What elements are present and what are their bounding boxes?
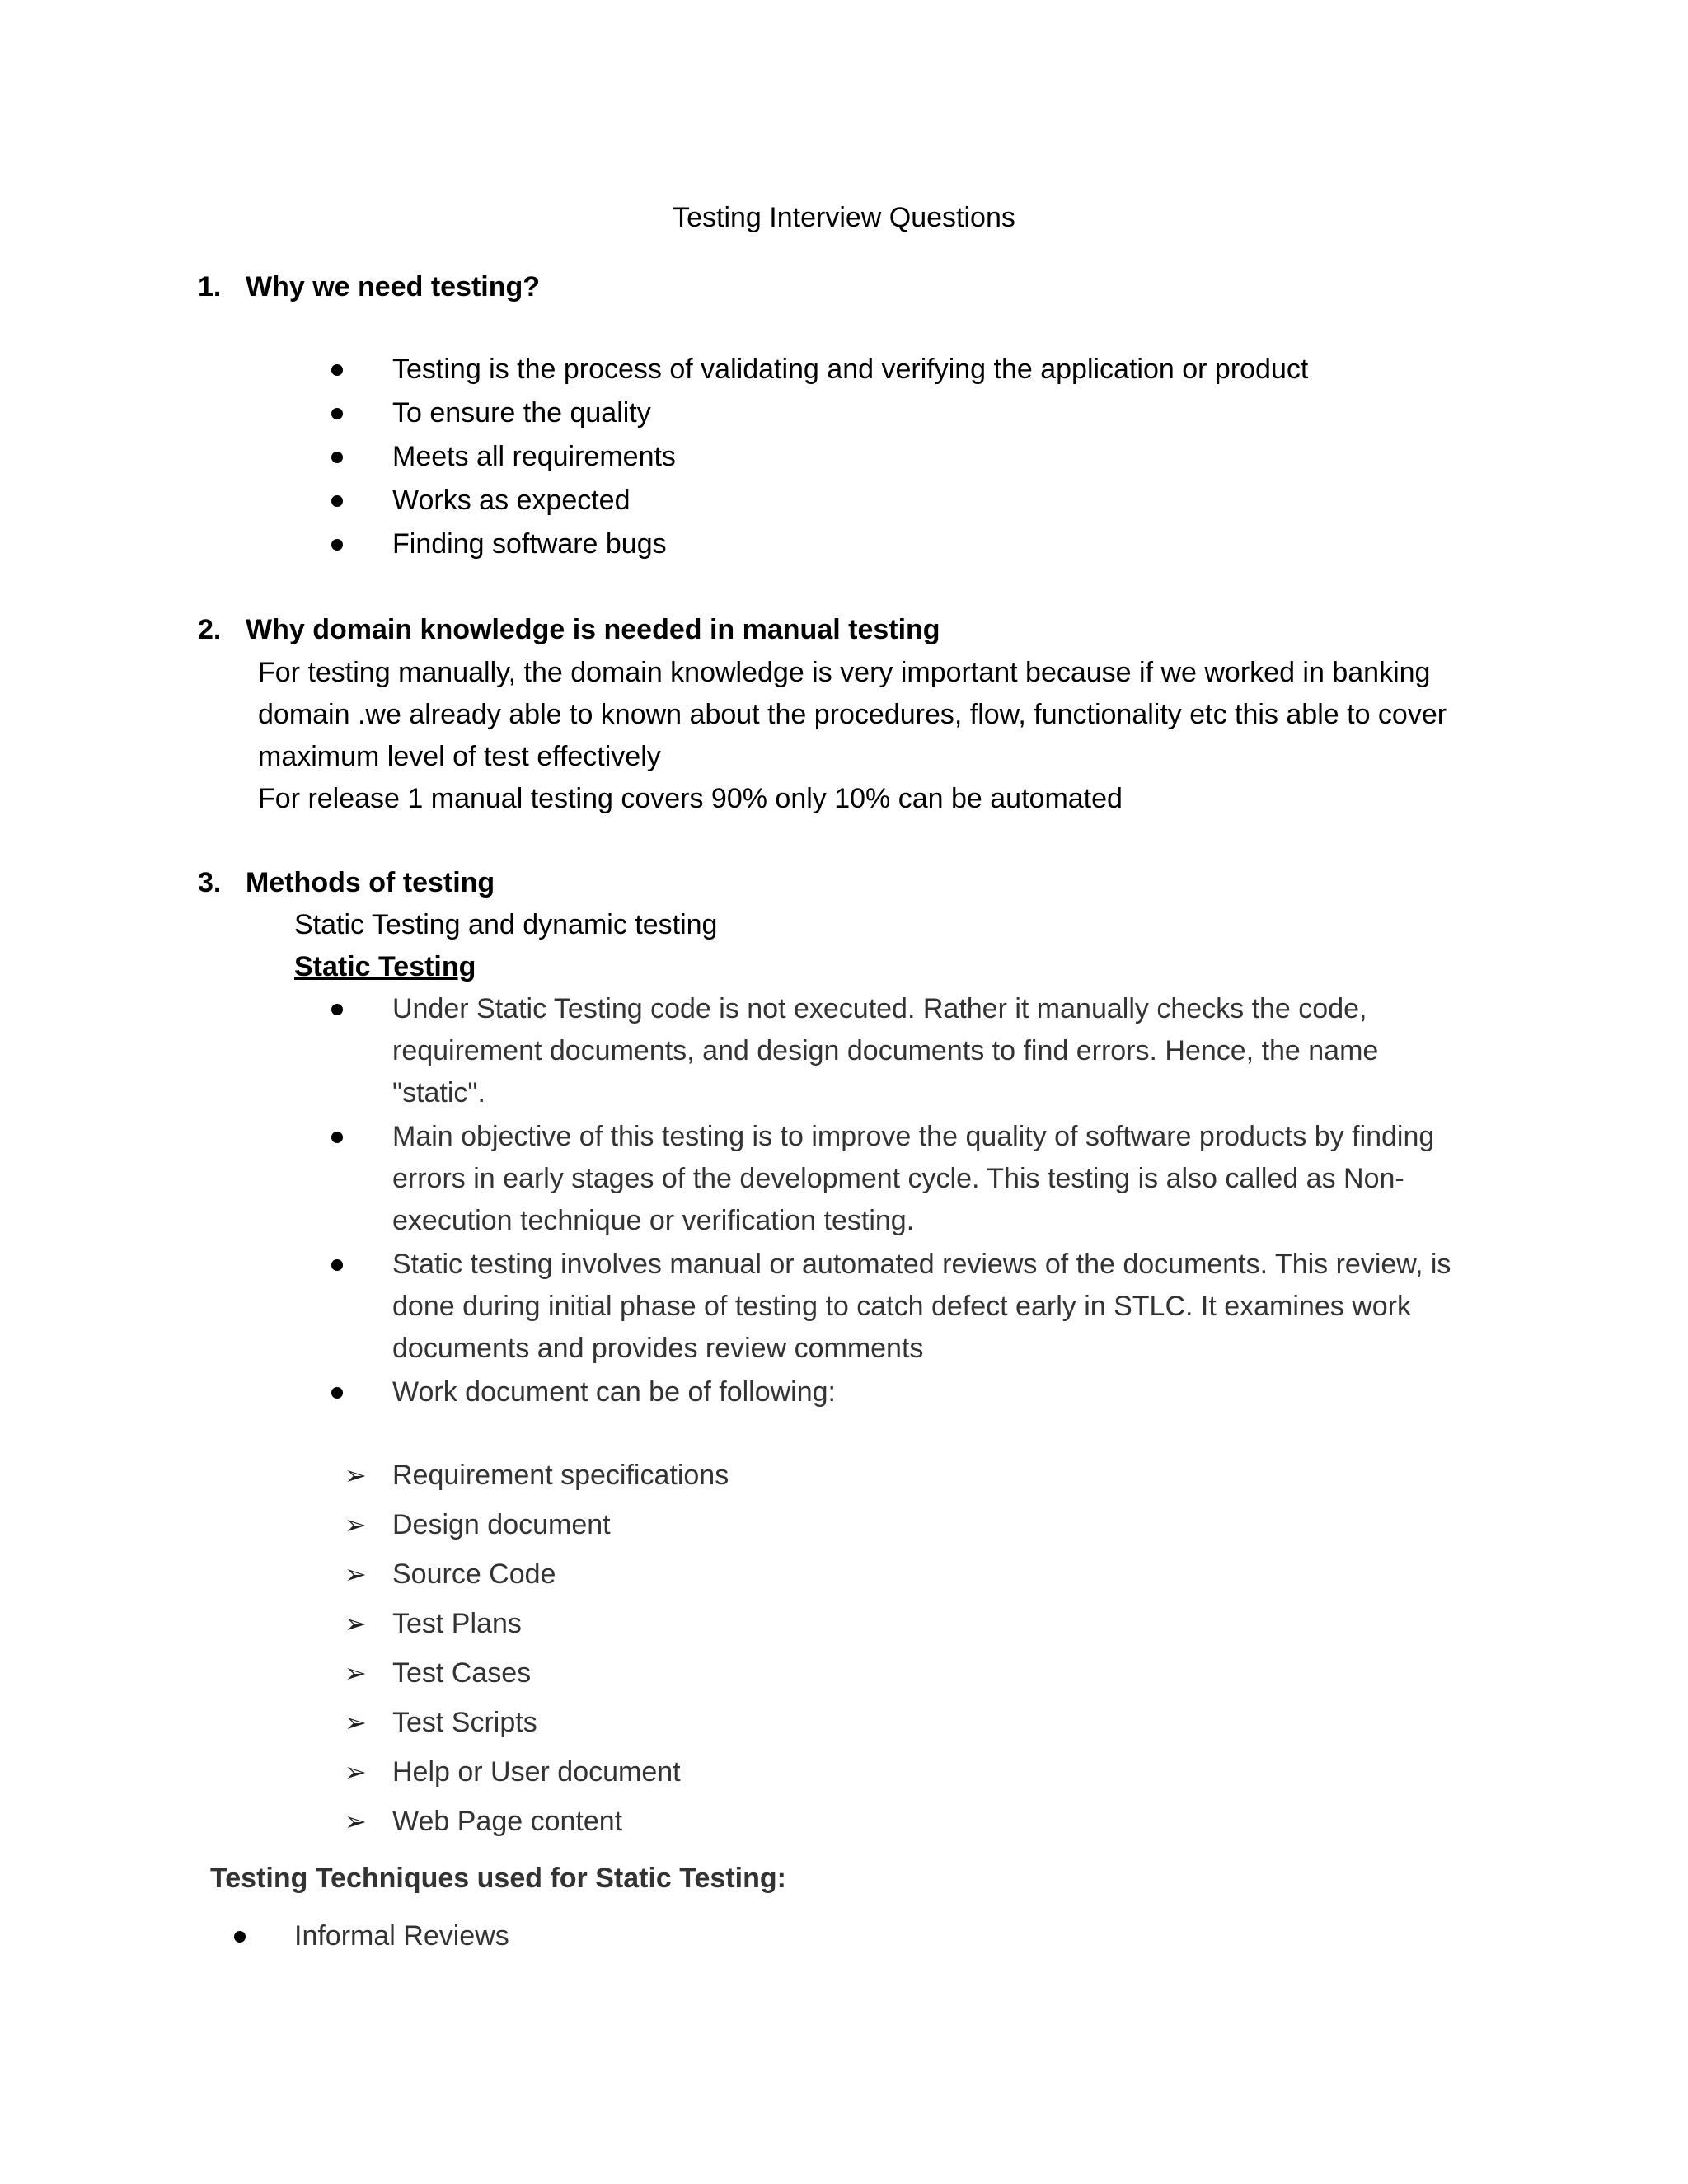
bullet-icon [331,1259,343,1271]
arrow-bullet-icon: ➢ [345,1609,367,1638]
bullet-icon [331,1132,343,1143]
page-title: Testing Interview Questions [673,202,1015,233]
arrow-bullet-icon: ➢ [345,1658,367,1688]
arrow-bullet-icon: ➢ [345,1460,367,1490]
list-item: Test Cases [392,1657,532,1689]
paragraph-line: errors in early stages of the development cycle. This testing is also called as Non- [392,1163,1404,1194]
list-item: Test Scripts [392,1707,537,1738]
list-item: Web Page content [392,1806,623,1837]
bullet-icon [331,1004,343,1015]
paragraph-line: "static". [392,1077,485,1108]
bullet-icon [331,539,343,551]
section-heading: Testing Techniques used for Static Testing: [210,1863,786,1894]
paragraph-line: Main objective of this testing is to improve the quality of software products by finding [392,1121,1435,1152]
arrow-bullet-icon: ➢ [345,1757,367,1787]
paragraph-line: Static testing involves manual or automated reviews of the documents. This review, is [392,1249,1451,1280]
paragraph-line: For release 1 manual testing covers 90% only 10% can be automated [258,783,1123,814]
paragraph-line: done during initial phase of testing to catch defect early in STLC. It examines work [392,1291,1411,1322]
list-item: Testing is the process of validating and verifying the application or product [392,354,1309,385]
list-item: Design document [392,1509,611,1540]
arrow-bullet-icon: ➢ [345,1510,367,1540]
paragraph-line: Under Static Testing code is not executed. Rather it manually checks the code, [392,993,1367,1024]
bullet-icon [331,1387,343,1399]
list-item: Test Plans [392,1608,522,1639]
paragraph-line: Work document can be of following: [392,1376,836,1408]
paragraph-line: documents and provides review comments [392,1333,924,1364]
arrow-bullet-icon: ➢ [345,1559,367,1589]
paragraph-line: requirement documents, and design documents to find errors. Hence, the name [392,1035,1379,1066]
question-heading: Methods of testing [246,867,495,898]
list-item: Help or User document [392,1756,681,1788]
arrow-bullet-icon: ➢ [345,1807,367,1836]
list-item: To ensure the quality [392,397,651,429]
paragraph-line: domain .we already able to known about the procedures, flow, functionality etc this able to cover [258,699,1447,730]
question-heading: Why we need testing? [246,271,541,302]
list-item: Meets all requirements [392,441,676,472]
paragraph-line: maximum level of test effectively [258,741,661,772]
list-item: Finding software bugs [392,528,667,560]
bullet-icon [331,495,343,507]
list-item: Source Code [392,1558,556,1590]
bullet-icon [234,1931,246,1943]
list-item: Informal Reviews [294,1920,509,1952]
bullet-icon [331,408,343,419]
bullet-icon [331,452,343,463]
subheading: Static Testing [294,951,476,982]
paragraph-line: For testing manually, the domain knowledge is very important because if we worked in banking [258,657,1431,688]
question-heading: Why domain knowledge is needed in manual testing [246,614,940,645]
question-number: 1. [198,271,222,302]
arrow-bullet-icon: ➢ [345,1708,367,1737]
paragraph-line: execution technique or verification testing. [392,1205,915,1236]
question-number: 2. [198,614,222,645]
bullet-icon [331,364,343,376]
list-item: Works as expected [392,485,631,516]
question-number: 3. [198,867,222,898]
intro-text: Static Testing and dynamic testing [294,909,718,940]
list-item: Requirement specifications [392,1460,729,1491]
